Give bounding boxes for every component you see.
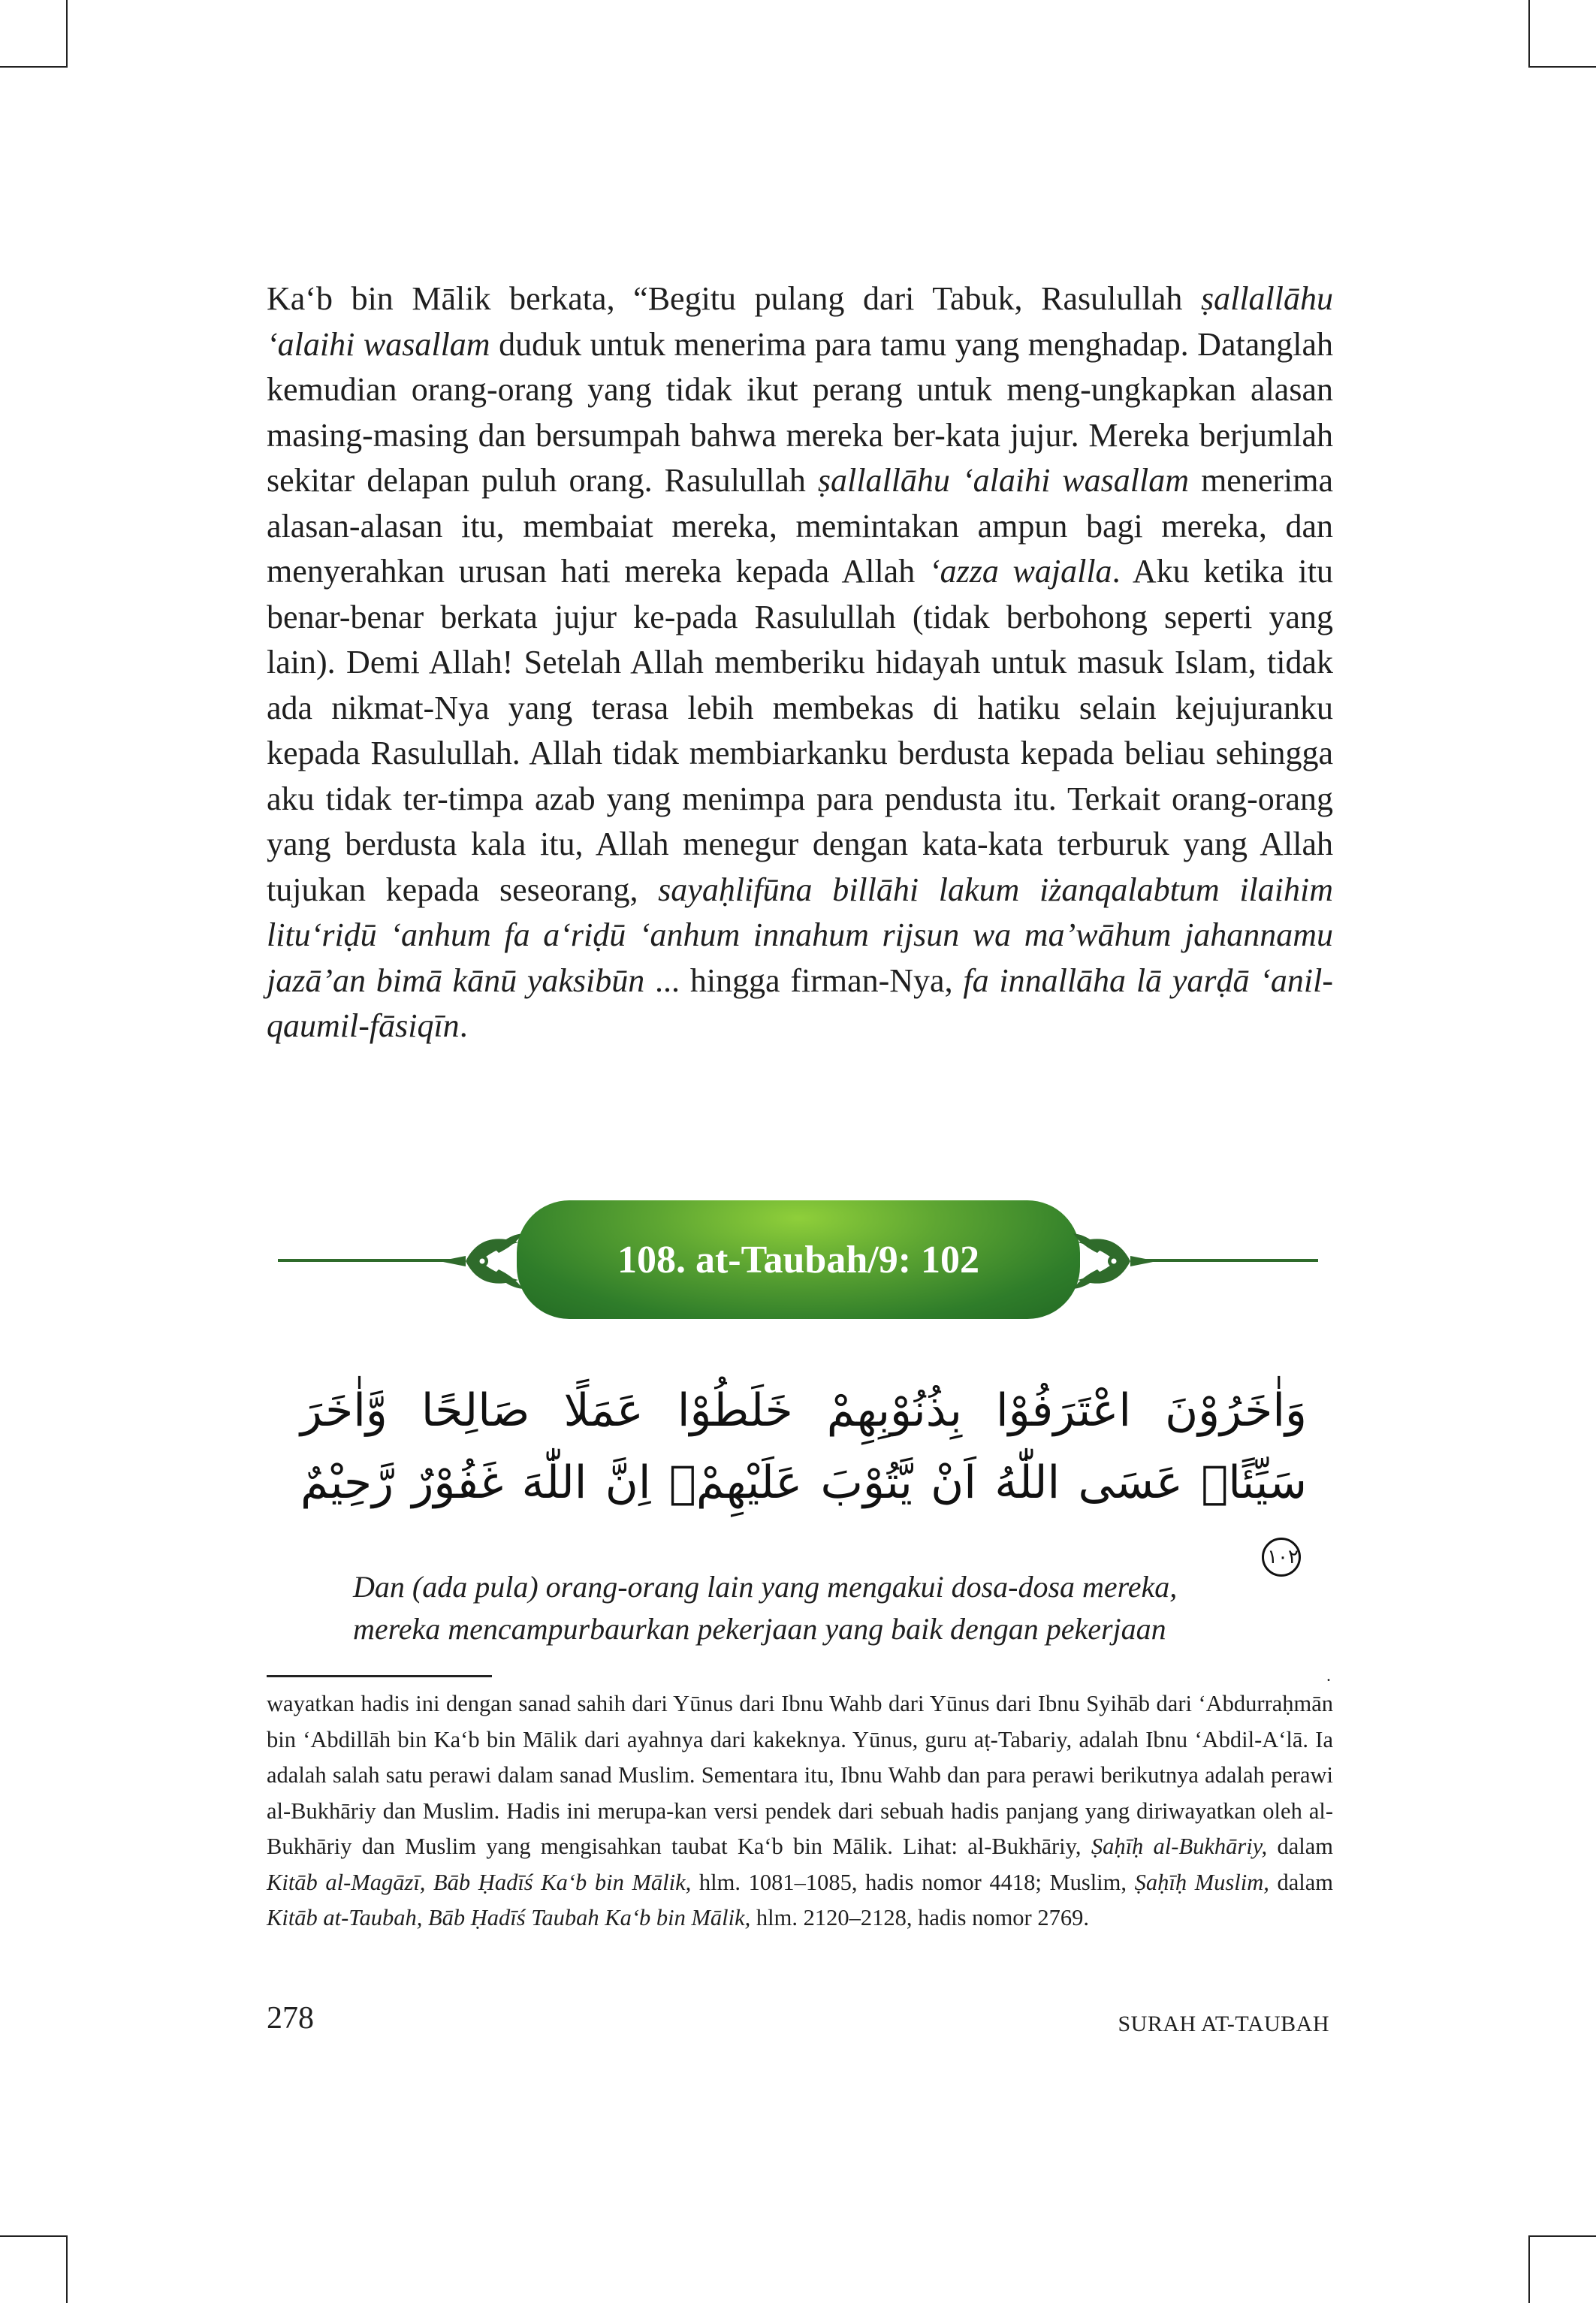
text-run: duduk untuk menerima para tamu yang menghadap. Datanglah kemudian orang-orang yang tidak ikut perang untuk meng-ungkapkan alasan masing-masing dan bersumpah bahwa mereka ber-kata jujur. Mereka berjumlah sekitar delapan puluh orang. Rasulullah	[267, 325, 1333, 499]
text-run: Ka‘b bin Mālik berkata, “Begitu pulang dari Tabuk, Rasulullah	[267, 280, 1201, 317]
text-run: fa innallāha lā yarḍā ‘anil-qaumil-fāsiqīn	[267, 961, 1334, 1044]
heading-rule-right	[1138, 1259, 1318, 1262]
text-run: dalam	[1269, 1869, 1334, 1895]
arabic-verse	[300, 1375, 1307, 1591]
text-run: hlm. 2120–2128, hadis nomor 2769.	[750, 1905, 1089, 1930]
text-run: Ṣaḥīḥ al-Bukhāriy,	[1091, 1834, 1268, 1859]
text-run: ‘azza wajalla	[928, 553, 1112, 590]
crop-mark	[66, 0, 68, 68]
footnote-text	[267, 1686, 1333, 1936]
translation-line: Dan (ada pula) orang-orang lain yang mengakui dosa-dosa mereka,	[353, 1570, 1178, 1604]
text-run: .	[459, 1007, 468, 1044]
text-run: . Aku ketika itu benar-benar berkata jujur ke-pada Rasulullah (tidak berbohong seperti yang lain). Demi Allah! Setelah Allah memberiku hidayah untuk masuk Islam, tidak ada nikmat-Nya yang terasa lebih membekas di hatiku selain kejujuranku kepada Rasulullah. Allah tidak membiarkanku berdusta kepada beliau sehingga aku tidak ter-timpa azab yang menimpa para pendusta itu. Terkait orang-orang yang berdusta kala itu, Allah menegur dengan kata-kata terburuk yang Allah tujukan kepada seseorang,	[267, 553, 1333, 908]
text-run: ṣallallāhu ‘alaihi wasallam	[267, 280, 1333, 363]
footnote-separator	[267, 1675, 492, 1677]
crop-mark	[0, 66, 68, 68]
page-number: 278	[267, 2001, 314, 2036]
verse-translation	[353, 1566, 1314, 1650]
text-run: menerima alasan-alasan itu, membaiat mereka, memintakan ampun bagi mereka, dan menyerahkan urusan hati mereka kepada Allah	[267, 462, 1333, 590]
verse-heading-title: 108. at-Taubah/9: 102	[517, 1200, 1080, 1319]
text-run: ... hingga firman-Nya,	[644, 961, 964, 999]
text-run: Ṣaḥīḥ Muslim,	[1134, 1869, 1269, 1895]
text-run: wayatkan hadis ini dengan sanad sahih dari Yūnus dari Ibnu Wahb dari Yūnus dari Ibnu Syihāb dari ‘Abdurraḥmān bin ‘Abdillāh bin Ka‘b bin Mālik dari ayahnya dari kakeknya. Yūnus, guru aṭ-Tabariy, adalah Ibnu ‘Abdil-A‘lā. Ia adalah salah satu perawi dalam sanad Muslim. Sementara itu, Ibnu Wahb dan para perawi berikutnya adalah perawi al-Bukhāriy dan Muslim. Hadis ini merupa-kan versi pendek dari sebuah hadis panjang yang diriwayatkan oleh al-Bukhāriy dan Muslim yang mengisahkan taubat Ka‘b bin Mālik. Lihat: al-Bukhāriy,	[267, 1691, 1333, 1859]
crop-mark	[1528, 0, 1530, 68]
crop-mark	[0, 2235, 68, 2237]
crop-mark	[1528, 2235, 1596, 2237]
ayah-number-badge: ١٠٢	[1262, 1538, 1301, 1577]
ornament-left-icon	[436, 1227, 526, 1295]
crop-mark	[66, 2235, 68, 2303]
arabic-verse-text: وَاٰخَرُوْنَ اعْتَرَفُوْا بِذُنُوْبِهِمْ خَلَطُوْا عَمَلًا صَالِحًا وَّاٰخَرَ سَيِّئًاۗ عَسَى اللّٰهُ اَنْ يَّتُوْبَ عَلَيْهِمْۗ اِنَّ اللّٰهَ غَفُوْرٌ رَّحِيْمٌ	[300, 1384, 1307, 1509]
crop-mark	[1528, 66, 1596, 68]
text-run: hlm. 1081–1085, hadis nomor 4418; Muslim,	[691, 1869, 1135, 1895]
crop-mark	[1528, 2235, 1530, 2303]
translation-line: mereka mencampurbaurkan pekerjaan yang baik dengan pekerjaan	[353, 1612, 1166, 1646]
text-run: Kitāb at-Taubah, Bāb Ḥadīś Taubah Ka‘b bin Mālik,	[267, 1905, 751, 1930]
heading-rule-left	[278, 1259, 458, 1262]
running-head: SURAH AT-TAUBAH	[1118, 2012, 1329, 2036]
text-run: sayaḥlifūna billāhi lakum iżanqalabtum ilaihim litu‘riḍū ‘anhum fa a‘riḍū ‘anhum innahum rijsun wa ma’wāhum jahannamu jazā’an bimā kānū yaksibūn	[267, 871, 1333, 999]
verse-heading-banner	[278, 1200, 1318, 1321]
text-run: ṣallallāhu ‘alaihi wasallam	[817, 462, 1190, 499]
text-run: Kitāb al-Magāzī, Bāb Ḥadīś Ka‘b bin Mālik,	[267, 1869, 692, 1895]
text-run: dalam	[1267, 1834, 1333, 1859]
ornament-right-icon	[1070, 1227, 1160, 1295]
main-paragraph	[267, 276, 1333, 1049]
footnote-dot: .	[1326, 1666, 1331, 1686]
